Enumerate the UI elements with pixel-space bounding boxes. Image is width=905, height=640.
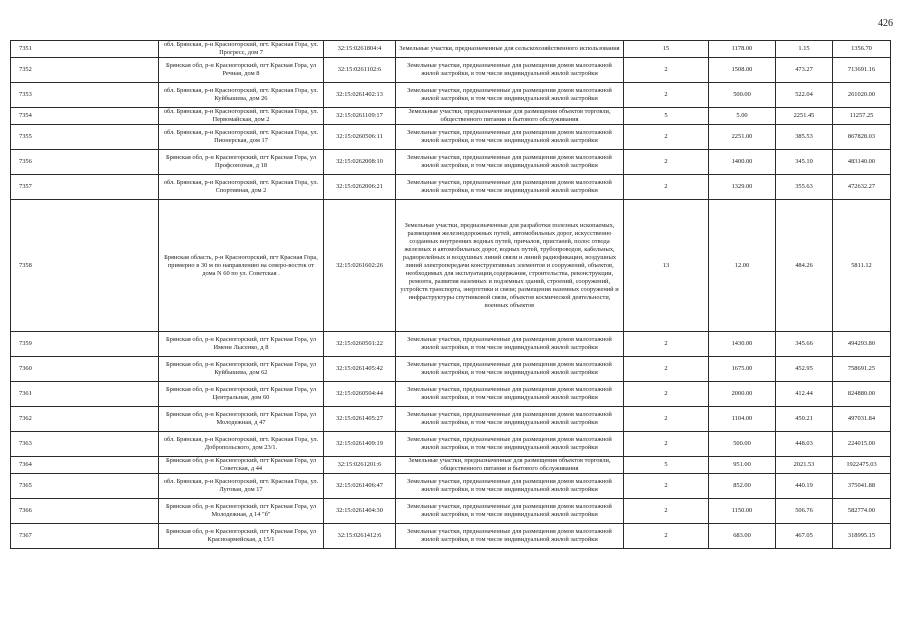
land-use-cell: Земельные участки, предназначенные для размещения домов малоэтажной жилой застройки, в том числе индивидуальной жилой застройки [396,332,624,357]
address-cell: Брянская обл, р-н Красногорский, пгт Красная Гора, ул Красноармейская, д 15/1 [159,524,324,549]
row-number: 7358 [11,200,159,332]
cadastral-number-cell: 32:15:0261412:6 [324,524,396,549]
row-number: 7357 [11,175,159,200]
group-number-cell: 2 [624,524,709,549]
row-number: 7359 [11,332,159,357]
unit-value-cell: 345.66 [776,332,833,357]
cadastral-number-cell: 32:15:0261405:27 [324,407,396,432]
row-number: 7362 [11,407,159,432]
cadastral-value-cell: 375041.88 [833,474,891,499]
area-cell: 1150.00 [709,499,776,524]
area-cell: 2000.00 [709,382,776,407]
table-row [11,457,891,474]
cadastral-number-cell: 32:15:0261602:26 [324,200,396,332]
cadastral-value-cell: 582774.00 [833,499,891,524]
area-cell: 1508.00 [709,58,776,83]
unit-value-cell: 412.44 [776,382,833,407]
row-number: 7367 [11,524,159,549]
table-row [11,332,891,357]
row-number: 7355 [11,125,159,150]
cadastral-number-cell: 32:15:0260501:22 [324,332,396,357]
area-cell: 2251.00 [709,125,776,150]
group-number-cell: 5 [624,108,709,125]
address-cell: обл. Брянская, р-н Красногорский, пгт. Красная Гора, ул. Спортивная, дом 2 [159,175,324,200]
land-use-cell: Земельные участки, предназначенные для размещения домов малоэтажной жилой застройки, в том числе индивидуальной жилой застройки [396,499,624,524]
area-cell: 1178.00 [709,41,776,58]
row-number: 7356 [11,150,159,175]
table-row [11,407,891,432]
cadastral-number-cell: 32:15:0260504:44 [324,382,396,407]
table-row [11,357,891,382]
table-row [11,150,891,175]
cadastral-number-cell: 32:15:0261406:47 [324,474,396,499]
cadastral-number-cell: 32:15:0262006:21 [324,175,396,200]
cadastral-number-cell: 32:15:0261402:13 [324,83,396,108]
unit-value-cell: 1.15 [776,41,833,58]
cadastral-value-cell: 261020.00 [833,83,891,108]
cadastral-value-cell: 497031.84 [833,407,891,432]
land-use-cell: Земельные участки, предназначенные для размещения домов малоэтажной жилой застройки, в том числе индивидуальной жилой застройки [396,150,624,175]
page-number: 426 [878,18,893,29]
address-cell: обл. Брянская, р-н Красногорский, пгт. Красная Гора, ул. Первомайская, дом 2 [159,108,324,125]
land-use-cell: Земельные участки, предназначенные для размещения домов малоэтажной жилой застройки, в том числе индивидуальной жилой застройки [396,474,624,499]
land-use-cell: Земельные участки, предназначенные для разработки полезных ископаемых, размещения железнодорожных путей, автомобильных дорог, искусственно созданных внутренних водных путей, причалов, пристаней, полос отвода железных и автомобильных дорог, водных путей, трубопроводов, кабельных, радиорелейных и воздушных линий связи и линий радиофикации, воздушных линий электропередачи конструктивных элементов и сооружений, объектов, необходимых для эксплуатации,содержания, строительства, реконструкции, ремонта, развития наземных и подземных зданий, строений, сооружений, устройств транспорта, энергетики и связи; размещения наземных сооружений и инфраструктуры спутниковой связи, объектов космической деятельности, военных объектов [396,200,624,332]
unit-value-cell: 522.04 [776,83,833,108]
cadastral-value-table [10,40,891,549]
unit-value-cell: 467.05 [776,524,833,549]
cadastral-value-cell: 494293.80 [833,332,891,357]
land-use-cell: Земельные участки, предназначенные для размещения домов малоэтажной жилой застройки, в том числе индивидуальной жилой застройки [396,407,624,432]
row-number: 7365 [11,474,159,499]
unit-value-cell: 450.21 [776,407,833,432]
unit-value-cell: 506.76 [776,499,833,524]
land-use-cell: Земельные участки, предназначенные для размещения объектов торговли, общественного питания и бытового обслуживания [396,457,624,474]
address-cell: Брянская обл, р-н Красногорский, пгт Красная Гора, ул Молодежная, д 47 [159,407,324,432]
table-row [11,382,891,407]
table-row [11,83,891,108]
area-cell: 5.00 [709,108,776,125]
row-number: 7360 [11,357,159,382]
group-number-cell: 2 [624,357,709,382]
row-number: 7352 [11,58,159,83]
table-row [11,175,891,200]
land-use-cell: Земельные участки, предназначенные для размещения домов малоэтажной жилой застройки, в том числе индивидуальной жилой застройки [396,357,624,382]
area-cell: 852.00 [709,474,776,499]
cadastral-value-cell: 1922475.03 [833,457,891,474]
group-number-cell: 2 [624,382,709,407]
row-number: 7354 [11,108,159,125]
address-cell: Брянская обл, р-н Красногорский, пгт Красная Гора, ул Молодежная, д 14 "б" [159,499,324,524]
unit-value-cell: 345.10 [776,150,833,175]
area-cell: 500.00 [709,83,776,108]
table-row [11,499,891,524]
unit-value-cell: 440.19 [776,474,833,499]
land-use-cell: Земельные участки, предназначенные для размещения домов малоэтажной жилой застройки, в том числе индивидуальной жилой застройки [396,524,624,549]
group-number-cell: 2 [624,407,709,432]
area-cell: 1430.00 [709,332,776,357]
cadastral-number-cell: 32:15:0261804:4 [324,41,396,58]
unit-value-cell: 385.53 [776,125,833,150]
cadastral-number-cell: 32:15:0261201:6 [324,457,396,474]
unit-value-cell: 2021.53 [776,457,833,474]
group-number-cell: 2 [624,83,709,108]
cadastral-value-cell: 318995.15 [833,524,891,549]
cadastral-value-cell: 824880.00 [833,382,891,407]
row-number: 7361 [11,382,159,407]
table-row [11,474,891,499]
area-cell: 951.00 [709,457,776,474]
unit-value-cell: 355.63 [776,175,833,200]
cadastral-value-cell: 224015.00 [833,432,891,457]
land-use-cell: Земельные участки, предназначенные для размещения домов малоэтажной жилой застройки, в том числе индивидуальной жилой застройки [396,58,624,83]
cadastral-number-cell: 32:15:0262008:10 [324,150,396,175]
group-number-cell: 2 [624,58,709,83]
unit-value-cell: 473.27 [776,58,833,83]
area-cell: 1329.00 [709,175,776,200]
address-cell: Брянская обл, р-н Красногорский, пгт Красная Гора, ул Центральная, дом 60 [159,382,324,407]
unit-value-cell: 448.03 [776,432,833,457]
address-cell: Брянская обл, р-н Красногорский, пгт Красная Гора, ул Советская, д 44 [159,457,324,474]
unit-value-cell: 484.26 [776,200,833,332]
cadastral-value-table-container [10,40,890,549]
address-cell: Брянская обл, р-н Красногорский, пгт Красная Гора, ул Речная, дом 8 [159,58,324,83]
cadastral-value-cell: 1356.70 [833,41,891,58]
land-use-cell: Земельные участки, предназначенные для размещения домов малоэтажной жилой застройки, в том числе индивидуальной жилой застройки [396,125,624,150]
land-use-cell: Земельные участки, предназначенные для размещения домов малоэтажной жилой застройки, в том числе индивидуальной жилой застройки [396,175,624,200]
address-cell: обл. Брянская, р-н Красногорский, пгт. Красная Гора, ул. Куйбышева, дом 26 [159,83,324,108]
table-body [11,41,891,549]
table-row [11,524,891,549]
cadastral-number-cell: 32:15:0261404:30 [324,499,396,524]
unit-value-cell: 2251.45 [776,108,833,125]
cadastral-value-cell: 758691.25 [833,357,891,382]
cadastral-number-cell: 32:15:0261409:19 [324,432,396,457]
table-row [11,432,891,457]
row-number: 7353 [11,83,159,108]
row-number: 7351 [11,41,159,58]
table-row [11,200,891,332]
row-number: 7364 [11,457,159,474]
row-number: 7366 [11,499,159,524]
group-number-cell: 2 [624,474,709,499]
area-cell: 500.00 [709,432,776,457]
area-cell: 1104.00 [709,407,776,432]
address-cell: Брянская обл, р-н Красногорский, пгт Красная Гора, ул Куйбышева, дом 62 [159,357,324,382]
land-use-cell: Земельные участки, предназначенные для размещения объектов торговли, общественного питания и бытового обслуживания [396,108,624,125]
table-row [11,108,891,125]
land-use-cell: Земельные участки, предназначенные для размещения домов малоэтажной жилой застройки, в том числе индивидуальной жилой застройки [396,382,624,407]
row-number: 7363 [11,432,159,457]
unit-value-cell: 452.95 [776,357,833,382]
group-number-cell: 2 [624,332,709,357]
cadastral-value-cell: 713691.16 [833,58,891,83]
land-use-cell: Земельные участки, предназначенные для сельскохозяйственного использования [396,41,624,58]
group-number-cell: 5 [624,457,709,474]
cadastral-number-cell: 32:15:0261405:42 [324,357,396,382]
area-cell: 683.00 [709,524,776,549]
cadastral-number-cell: 32:15:0261102:6 [324,58,396,83]
cadastral-number-cell: 32:15:0261109:17 [324,108,396,125]
table-row [11,125,891,150]
table-row [11,58,891,83]
address-cell: обл. Брянская, р-н Красногорский, пгт. Красная Гора, ул. Добропольского, дом 23/1. [159,432,324,457]
group-number-cell: 13 [624,200,709,332]
cadastral-value-cell: 483140.00 [833,150,891,175]
group-number-cell: 2 [624,175,709,200]
address-cell: обл. Брянская, р-н Красногорский, пгт. Красная Гора, ул. Прогресс, дом 7 [159,41,324,58]
address-cell: Брянская обл, р-н Красногорский, пгт Красная Гора, ул Профсоюзная, д 18 [159,150,324,175]
group-number-cell: 2 [624,432,709,457]
cadastral-value-cell: 5811.12 [833,200,891,332]
area-cell: 12.00 [709,200,776,332]
land-use-cell: Земельные участки, предназначенные для размещения домов малоэтажной жилой застройки, в том числе индивидуальной жилой застройки [396,432,624,457]
cadastral-value-cell: 472632.27 [833,175,891,200]
group-number-cell: 2 [624,125,709,150]
group-number-cell: 15 [624,41,709,58]
group-number-cell: 2 [624,150,709,175]
address-cell: Брянская область, р-н Красногорский, пгт Красная Гора, примерно в 30 м по направлению на северо-восток от дома N 60 по ул. Советская . [159,200,324,332]
cadastral-number-cell: 32:15:0260506:11 [324,125,396,150]
address-cell: обл. Брянская, р-н Красногорский, пгт. Красная Гора, ул. Пионерская, дом 17 [159,125,324,150]
cadastral-value-cell: 11257.25 [833,108,891,125]
group-number-cell: 2 [624,499,709,524]
area-cell: 1675.00 [709,357,776,382]
table-row [11,41,891,58]
area-cell: 1400.00 [709,150,776,175]
address-cell: Брянская обл, р-н Красногорский, пгт Красная Гора, ул Имени Лысенко, д 8 [159,332,324,357]
address-cell: обл. Брянская, р-н Красногорский, пгт. Красная Гора, ул. Луговая, дом 17 [159,474,324,499]
cadastral-value-cell: 867828.03 [833,125,891,150]
land-use-cell: Земельные участки, предназначенные для размещения домов малоэтажной жилой застройки, в том числе индивидуальной жилой застройки [396,83,624,108]
